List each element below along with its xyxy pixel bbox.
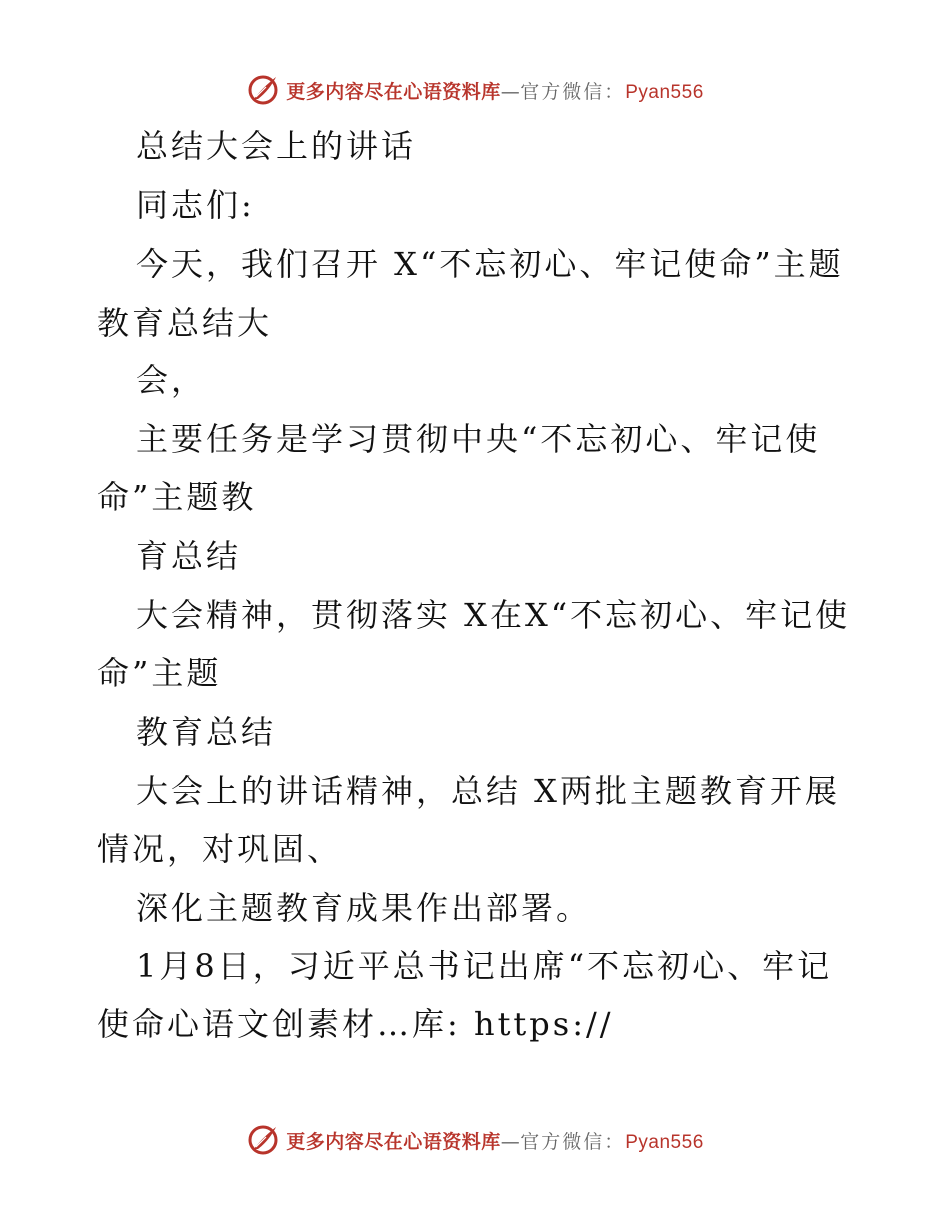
doc-line: 教育总结大: [97, 304, 273, 342]
watermark-id: Pyan556: [625, 81, 704, 103]
doc-line: 深化主题教育成果作出部署。: [136, 889, 592, 927]
doc-line: 同志们:: [136, 186, 255, 224]
watermark-text: [286, 1127, 704, 1154]
doc-line: 教育总结: [136, 713, 277, 751]
doc-title: 总结大会上的讲话: [136, 127, 417, 165]
doc-line: 情况，对巩固、: [97, 830, 343, 868]
watermark-separator: —: [500, 1130, 521, 1153]
doc-line: 大会上的讲话精神，总结 X两批主题教育开展: [136, 772, 840, 810]
watermark-prefix: 更多内容尽在心语资料库: [286, 80, 501, 103]
watermark-text: [286, 77, 704, 104]
doc-line: 使命心语文创素材…库: https://: [97, 1005, 614, 1043]
doc-line: 育总结: [136, 537, 242, 575]
quill-logo-icon: [246, 1123, 280, 1157]
watermark-id: Pyan556: [625, 1131, 704, 1153]
footer-watermark: [0, 1120, 950, 1160]
doc-line: 会，: [136, 361, 207, 399]
header-watermark: [0, 70, 950, 110]
watermark-channel: 官方微信：: [520, 1130, 626, 1153]
quill-logo-icon: [246, 73, 280, 107]
doc-line: 今天，我们召开 X“不忘初心、牢记使命”主题: [136, 245, 844, 283]
watermark-prefix: 更多内容尽在心语资料库: [286, 1130, 501, 1153]
doc-line: 主要任务是学习贯彻中央“不忘初心、牢记使: [136, 420, 821, 458]
doc-line: 命”主题教: [97, 478, 257, 516]
doc-line: 命”主题: [97, 654, 222, 692]
doc-line: 1月8日，习近平总书记出席“不忘初心、牢记: [136, 947, 833, 985]
watermark-channel: 官方微信：: [520, 80, 626, 103]
watermark-separator: —: [500, 80, 521, 103]
doc-line: 大会精神，贯彻落实 X在X“不忘初心、牢记使: [136, 596, 851, 634]
